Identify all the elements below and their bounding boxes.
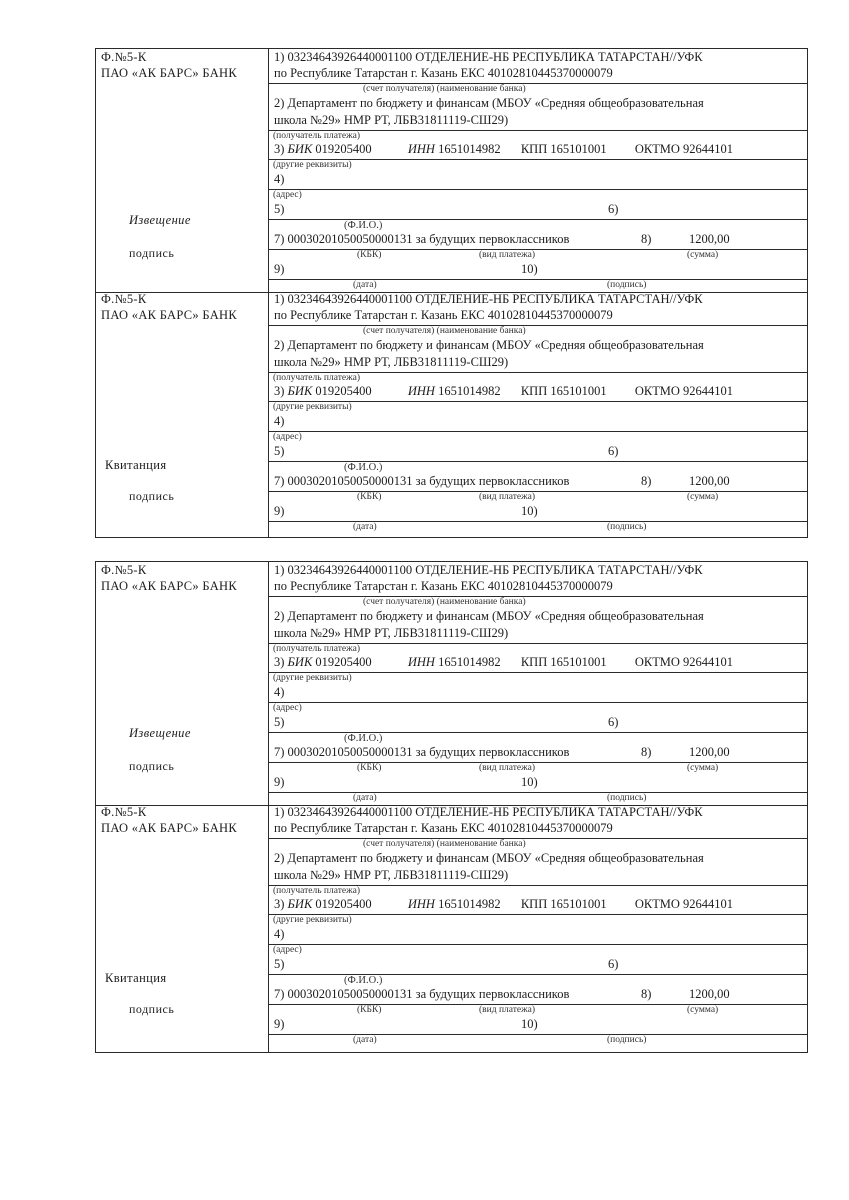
requisites-line [274, 897, 803, 912]
bank-name: ПАО «АК БАРС» БАНК [101, 579, 237, 593]
address-label: (адрес) [273, 703, 302, 713]
field-8: 8) [641, 745, 652, 759]
inn-label: ИНН [407, 384, 435, 398]
divider [269, 431, 807, 432]
divider [269, 838, 807, 839]
sum-label: (сумма) [687, 1005, 719, 1015]
recipient-name-line1: 2) Департамент по бюджету и финансам (МБОУ «Средняя общеобразовательная [274, 609, 704, 623]
divider [269, 596, 807, 597]
inn-value: 1651014982 [438, 897, 501, 911]
bik-value: 019205400 [315, 142, 372, 156]
divider [269, 944, 807, 945]
recipient-account-line2: по Республике Татарстан г. Казань ЕКС 40102810445370000079 [274, 821, 613, 835]
sum-label: (сумма) [687, 250, 719, 260]
divider [269, 279, 807, 280]
signature-label: (подпись) [607, 280, 647, 290]
kpp-value: КПП 165101001 [520, 384, 607, 398]
inn-value: 1651014982 [438, 384, 501, 398]
field-6: 6) [608, 202, 619, 216]
oktmo-value: ОКТМО 92644101 [634, 384, 733, 398]
divider [269, 702, 807, 703]
oktmo-value: ОКТМО 92644101 [634, 142, 733, 156]
field-9: 9) [274, 1017, 285, 1031]
recipient-label: (получатель платежа) [273, 886, 361, 896]
slip-left-column [96, 291, 269, 537]
bik-label: БИК [287, 897, 313, 911]
field-3-number: 3) [274, 897, 285, 911]
date-label: (дата) [353, 793, 377, 803]
payment-type-label: (вид платежа) [479, 250, 536, 260]
field-4: 4) [274, 414, 285, 428]
recipient-name-line1: 2) Департамент по бюджету и финансам (МБОУ «Средняя общеобразовательная [274, 96, 704, 110]
divider [269, 1034, 807, 1035]
notice-section [95, 48, 808, 293]
kbk-label: (КБК) [357, 1005, 382, 1015]
kbk-purpose-line: 7) 00030201050050000131 за будущих первоклассников [274, 474, 570, 488]
kpp-value: КПП 165101001 [520, 897, 607, 911]
recipient-account-line1: 1) 03234643926440001100 ОТДЕЛЕНИЕ-НБ РЕСПУБЛИКА ТАТАРСТАН//УФК [274, 805, 703, 819]
field-9: 9) [274, 504, 285, 518]
sum-label: (сумма) [687, 492, 719, 502]
field-4: 4) [274, 927, 285, 941]
recipient-label: (получатель платежа) [273, 373, 361, 383]
field-3-number: 3) [274, 655, 285, 669]
requisites-line [274, 655, 803, 670]
field-10: 10) [521, 1017, 538, 1031]
bank-name: ПАО «АК БАРС» БАНК [101, 308, 237, 322]
signature-label: (подпись) [607, 522, 647, 532]
field-4: 4) [274, 685, 285, 699]
field-3-number: 3) [274, 142, 285, 156]
slip-right-column [269, 291, 807, 537]
receipt-section [95, 804, 808, 1053]
fio-label: (Ф.И.О.) [344, 733, 383, 744]
divider [269, 491, 807, 492]
slip-right-column [269, 562, 807, 805]
kpp-value: КПП 165101001 [520, 142, 607, 156]
signature-label: (подпись) [607, 793, 647, 803]
recipient-account-line2: по Республике Татарстан г. Казань ЕКС 40102810445370000079 [274, 308, 613, 322]
other-requisites-label: (другие реквизиты) [273, 402, 352, 412]
divider [269, 762, 807, 763]
document-type: Извещение [129, 213, 191, 227]
payment-type-label: (вид платежа) [479, 492, 536, 502]
receipt-section [95, 291, 808, 538]
field-10: 10) [521, 775, 538, 789]
notice-section [95, 561, 808, 806]
field-8: 8) [641, 474, 652, 488]
payment-type-label: (вид платежа) [479, 1005, 536, 1015]
date-label: (дата) [353, 1035, 377, 1045]
field-6: 6) [608, 715, 619, 729]
kbk-purpose-line: 7) 00030201050050000131 за будущих первоклассников [274, 987, 570, 1001]
recipient-name-line2: школа №29» НМР РТ, ЛБВ31811119-СШ29) [274, 868, 509, 882]
bik-label: БИК [287, 384, 313, 398]
fio-label: (Ф.И.О.) [344, 462, 383, 473]
oktmo-value: ОКТМО 92644101 [634, 897, 733, 911]
payment-amount: 1200,00 [689, 474, 730, 488]
payment-form-1 [95, 48, 808, 538]
signature-label: (подпись) [607, 1035, 647, 1045]
payment-type-label: (вид платежа) [479, 763, 536, 773]
field-9: 9) [274, 775, 285, 789]
kbk-label: (КБК) [357, 250, 382, 260]
bank-name: ПАО «АК БАРС» БАНК [101, 821, 237, 835]
document-type: Квитанция [105, 971, 167, 985]
fio-label: (Ф.И.О.) [344, 220, 383, 231]
recipient-account-line1: 1) 03234643926440001100 ОТДЕЛЕНИЕ-НБ РЕСПУБЛИКА ТАТАРСТАН//УФК [274, 50, 703, 64]
kbk-label: (КБК) [357, 763, 382, 773]
field-4: 4) [274, 172, 285, 186]
field-9: 9) [274, 262, 285, 276]
inn-label: ИНН [407, 142, 435, 156]
field-6: 6) [608, 444, 619, 458]
payment-form-2 [95, 561, 808, 1053]
account-bank-label: (счет получателя) (наименование банка) [363, 84, 526, 94]
form-number: Ф.№5-К [101, 292, 147, 306]
requisites-line [274, 142, 803, 157]
slip-right-column [269, 804, 807, 1052]
document-type: Квитанция [105, 458, 167, 472]
bik-value: 019205400 [315, 384, 372, 398]
fio-label: (Ф.И.О.) [344, 975, 383, 986]
field-5: 5) [274, 444, 285, 458]
other-requisites-label: (другие реквизиты) [273, 673, 352, 683]
inn-label: ИНН [407, 897, 435, 911]
account-bank-label: (счет получателя) (наименование банка) [363, 326, 526, 336]
account-bank-label: (счет получателя) (наименование банка) [363, 597, 526, 607]
slip-left-column [96, 49, 269, 292]
recipient-account-line1: 1) 03234643926440001100 ОТДЕЛЕНИЕ-НБ РЕСПУБЛИКА ТАТАРСТАН//УФК [274, 563, 703, 577]
recipient-account-line1: 1) 03234643926440001100 ОТДЕЛЕНИЕ-НБ РЕСПУБЛИКА ТАТАРСТАН//УФК [274, 292, 703, 306]
field-10: 10) [521, 262, 538, 276]
payment-amount: 1200,00 [689, 987, 730, 1001]
recipient-name-line1: 2) Департамент по бюджету и финансам (МБОУ «Средняя общеобразовательная [274, 338, 704, 352]
recipient-name-line2: школа №29» НМР РТ, ЛБВ31811119-СШ29) [274, 355, 509, 369]
bik-label: БИК [287, 655, 313, 669]
field-8: 8) [641, 232, 652, 246]
field-3-number: 3) [274, 384, 285, 398]
other-requisites-label: (другие реквизиты) [273, 160, 352, 170]
kpp-value: КПП 165101001 [520, 655, 607, 669]
sum-label: (сумма) [687, 763, 719, 773]
divider [269, 325, 807, 326]
date-label: (дата) [353, 522, 377, 532]
divider [269, 189, 807, 190]
signature-caption: подпись [129, 489, 175, 503]
field-5: 5) [274, 957, 285, 971]
recipient-label: (получатель платежа) [273, 131, 361, 141]
account-bank-label: (счет получателя) (наименование банка) [363, 839, 526, 849]
slip-left-column [96, 562, 269, 805]
kbk-label: (КБК) [357, 492, 382, 502]
divider [269, 1004, 807, 1005]
recipient-name-line1: 2) Департамент по бюджету и финансам (МБОУ «Средняя общеобразовательная [274, 851, 704, 865]
kbk-purpose-line: 7) 00030201050050000131 за будущих первоклассников [274, 232, 570, 246]
inn-value: 1651014982 [438, 655, 501, 669]
field-10: 10) [521, 504, 538, 518]
kbk-purpose-line: 7) 00030201050050000131 за будущих первоклассников [274, 745, 570, 759]
slip-left-column [96, 804, 269, 1052]
inn-value: 1651014982 [438, 142, 501, 156]
signature-caption: подпись [129, 246, 175, 260]
oktmo-value: ОКТМО 92644101 [634, 655, 733, 669]
bank-name: ПАО «АК БАРС» БАНК [101, 66, 237, 80]
inn-label: ИНН [407, 655, 435, 669]
other-requisites-label: (другие реквизиты) [273, 915, 352, 925]
recipient-name-line2: школа №29» НМР РТ, ЛБВ31811119-СШ29) [274, 626, 509, 640]
divider [269, 249, 807, 250]
payment-amount: 1200,00 [689, 232, 730, 246]
payment-amount: 1200,00 [689, 745, 730, 759]
recipient-name-line2: школа №29» НМР РТ, ЛБВ31811119-СШ29) [274, 113, 509, 127]
form-number: Ф.№5-К [101, 50, 147, 64]
address-label: (адрес) [273, 190, 302, 200]
form-number: Ф.№5-К [101, 805, 147, 819]
signature-caption: подпись [129, 1002, 175, 1016]
field-6: 6) [608, 957, 619, 971]
recipient-account-line2: по Республике Татарстан г. Казань ЕКС 40102810445370000079 [274, 579, 613, 593]
address-label: (адрес) [273, 432, 302, 442]
requisites-line [274, 384, 803, 399]
form-number: Ф.№5-К [101, 563, 147, 577]
document-type: Извещение [129, 726, 191, 740]
signature-caption: подпись [129, 759, 175, 773]
field-5: 5) [274, 715, 285, 729]
divider [269, 521, 807, 522]
slip-right-column [269, 49, 807, 292]
bik-value: 019205400 [315, 897, 372, 911]
field-5: 5) [274, 202, 285, 216]
date-label: (дата) [353, 280, 377, 290]
recipient-account-line2: по Республике Татарстан г. Казань ЕКС 40102810445370000079 [274, 66, 613, 80]
bik-label: БИК [287, 142, 313, 156]
bik-value: 019205400 [315, 655, 372, 669]
divider [269, 83, 807, 84]
address-label: (адрес) [273, 945, 302, 955]
field-8: 8) [641, 987, 652, 1001]
divider [269, 792, 807, 793]
recipient-label: (получатель платежа) [273, 644, 361, 654]
